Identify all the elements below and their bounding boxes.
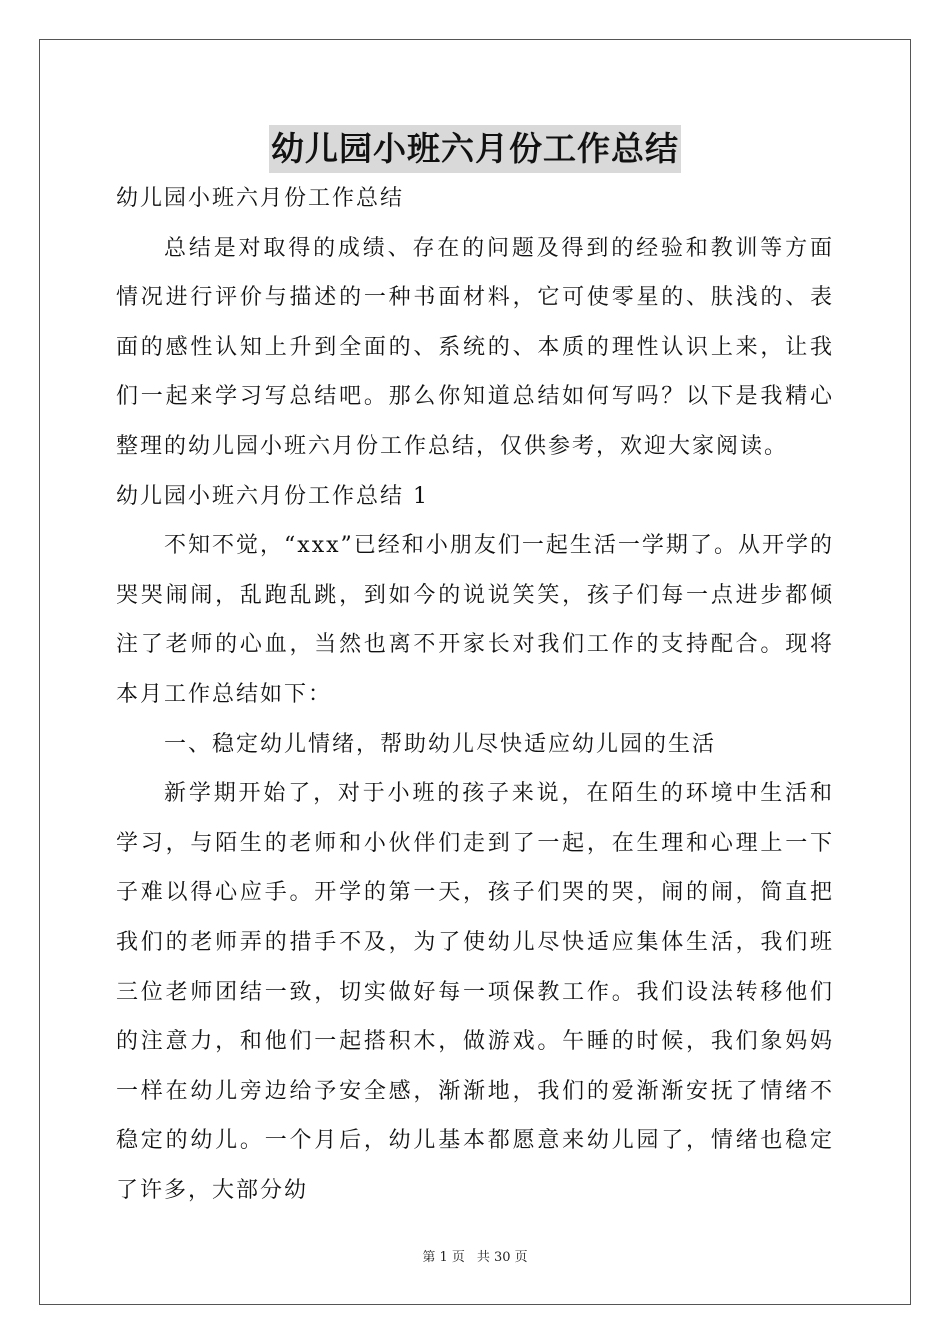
page-footer <box>0 1246 950 1265</box>
title-container <box>0 125 950 173</box>
paragraph: 总结是对取得的成绩、存在的问题及得到的经验和教训等方面情况进行评价与描述的一种书面材料，它可使零星的、肤浅的、表面的感性认知上升到全面的、系统的、本质的理性认识上来，让我们一起来学习写总结吧。那么你知道总结如何写吗？以下是我精心整理的幼儿园小班六月份工作总结，仅供参考，欢迎大家阅读。 <box>116 235 834 459</box>
section-heading: 一、稳定幼儿情绪，帮助幼儿尽快适应幼儿园的生活 <box>164 731 717 757</box>
paragraph: 不知不觉，“xxx”已经和小朋友们一起生活一学期了。从开学的哭哭闹闹，乱跑乱跳，到如今的说说笑笑，孩子们每一点进步都倾注了老师的心血，当然也离不开家长对我们工作的支持配合。现将本月工作总结如下： <box>116 533 834 707</box>
paragraph: 幼儿园小班六月份工作总结 <box>116 186 405 211</box>
page-total: 共 30 页 <box>476 1250 528 1265</box>
document-title: 幼儿园小班六月份工作总结 <box>269 125 681 173</box>
paragraph: 幼儿园小班六月份工作总结 1 <box>116 483 429 509</box>
page-number: 第 1 页 <box>422 1250 465 1265</box>
paragraph: 新学期开始了，对于小班的孩子来说，在陌生的环境中生活和学习，与陌生的老师和小伙伴们走到了一起，在生理和心理上一下子难以得心应手。开学的第一天，孩子们哭的哭，闹的闹，简直把我们的老师弄的措手不及，为了使幼儿尽快适应集体生活，我们班三位老师团结一致，切实做好每一项保教工作。我们设法转移他们的注意力，和他们一起搭积木，做游戏。午睡的时候，我们象妈妈一样在幼儿旁边给予安全感，渐渐地，我们的爱渐渐安抚了情绪不稳定的幼儿。一个月后，幼儿基本都愿意来幼儿园了，情绪也稳定了许多，大部分幼 <box>116 781 834 1203</box>
document-body <box>116 174 834 1215</box>
